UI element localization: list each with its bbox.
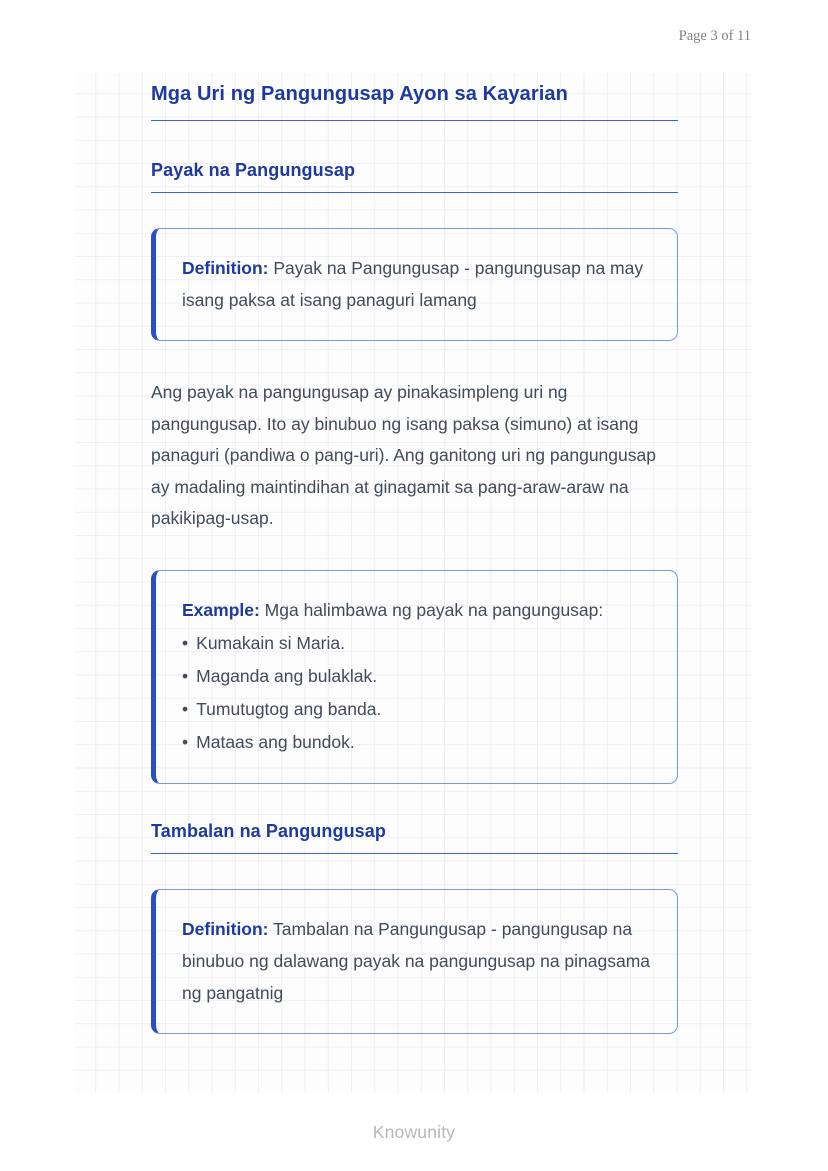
main-heading: Mga Uri ng Pangungusap Ayon sa Kayarian: [151, 79, 678, 121]
section-heading-payak: Payak na Pangungusap: [151, 160, 678, 193]
definition-label: Definition:: [182, 258, 269, 278]
example-label: Example:: [182, 599, 260, 620]
example-box-payak: [151, 570, 678, 784]
footer-brand: Knowunity: [372, 1122, 456, 1142]
list-item: [182, 627, 651, 660]
example-intro-line: [182, 594, 651, 627]
example-item-text: Mataas ang bundok.: [196, 731, 355, 752]
document-content: [75, 73, 752, 1034]
payak-paragraph: Ang payak na pangungusap ay pinakasimpleng uri ng pangungusap. Ito ay binubuo ng isang paksa (simuno) at isang panaguri (pandiwa o pang-uri). Ang ganitong uri ng pangungusap ay madaling maintindihan at ginagamit sa pang-araw-araw na pakikipag-usap.: [151, 382, 656, 529]
bullet-icon: •: [182, 731, 189, 752]
definition-box-tambalan: [151, 889, 678, 1034]
list-item: [182, 660, 651, 693]
definition-text-block: [182, 252, 651, 316]
list-item: [182, 693, 651, 726]
bullet-icon: •: [182, 632, 189, 653]
example-text-block: [182, 594, 651, 759]
grid-paper-canvas: [75, 73, 752, 1093]
definition-box-payak: [151, 228, 678, 341]
page-number-indicator: Page 3 of 11: [678, 28, 751, 44]
definition-body: Payak na Pangungusap - pangungusap na may isang paksa at isang panaguri lamang: [182, 258, 644, 310]
bullet-icon: •: [182, 665, 189, 686]
bullet-icon: •: [182, 698, 189, 719]
definition-label: Definition:: [182, 918, 269, 939]
example-item-text: Tumutugtog ang banda.: [196, 698, 382, 719]
list-item: [182, 726, 651, 759]
example-intro-text: Mga halimbawa ng payak na pangungusap:: [259, 599, 604, 620]
example-item-text: Kumakain si Maria.: [196, 632, 345, 653]
example-item-text: Maganda ang bulaklak.: [196, 665, 378, 686]
example-list: [182, 627, 651, 759]
definition-text-block: [182, 913, 651, 1009]
section-heading-tambalan: Tambalan na Pangungusap: [151, 821, 678, 854]
definition-body: Tambalan na Pangungusap - pangungusap na binubuo ng dalawang payak na pangungusap na pinagsama ng pangatnig: [182, 918, 651, 1003]
